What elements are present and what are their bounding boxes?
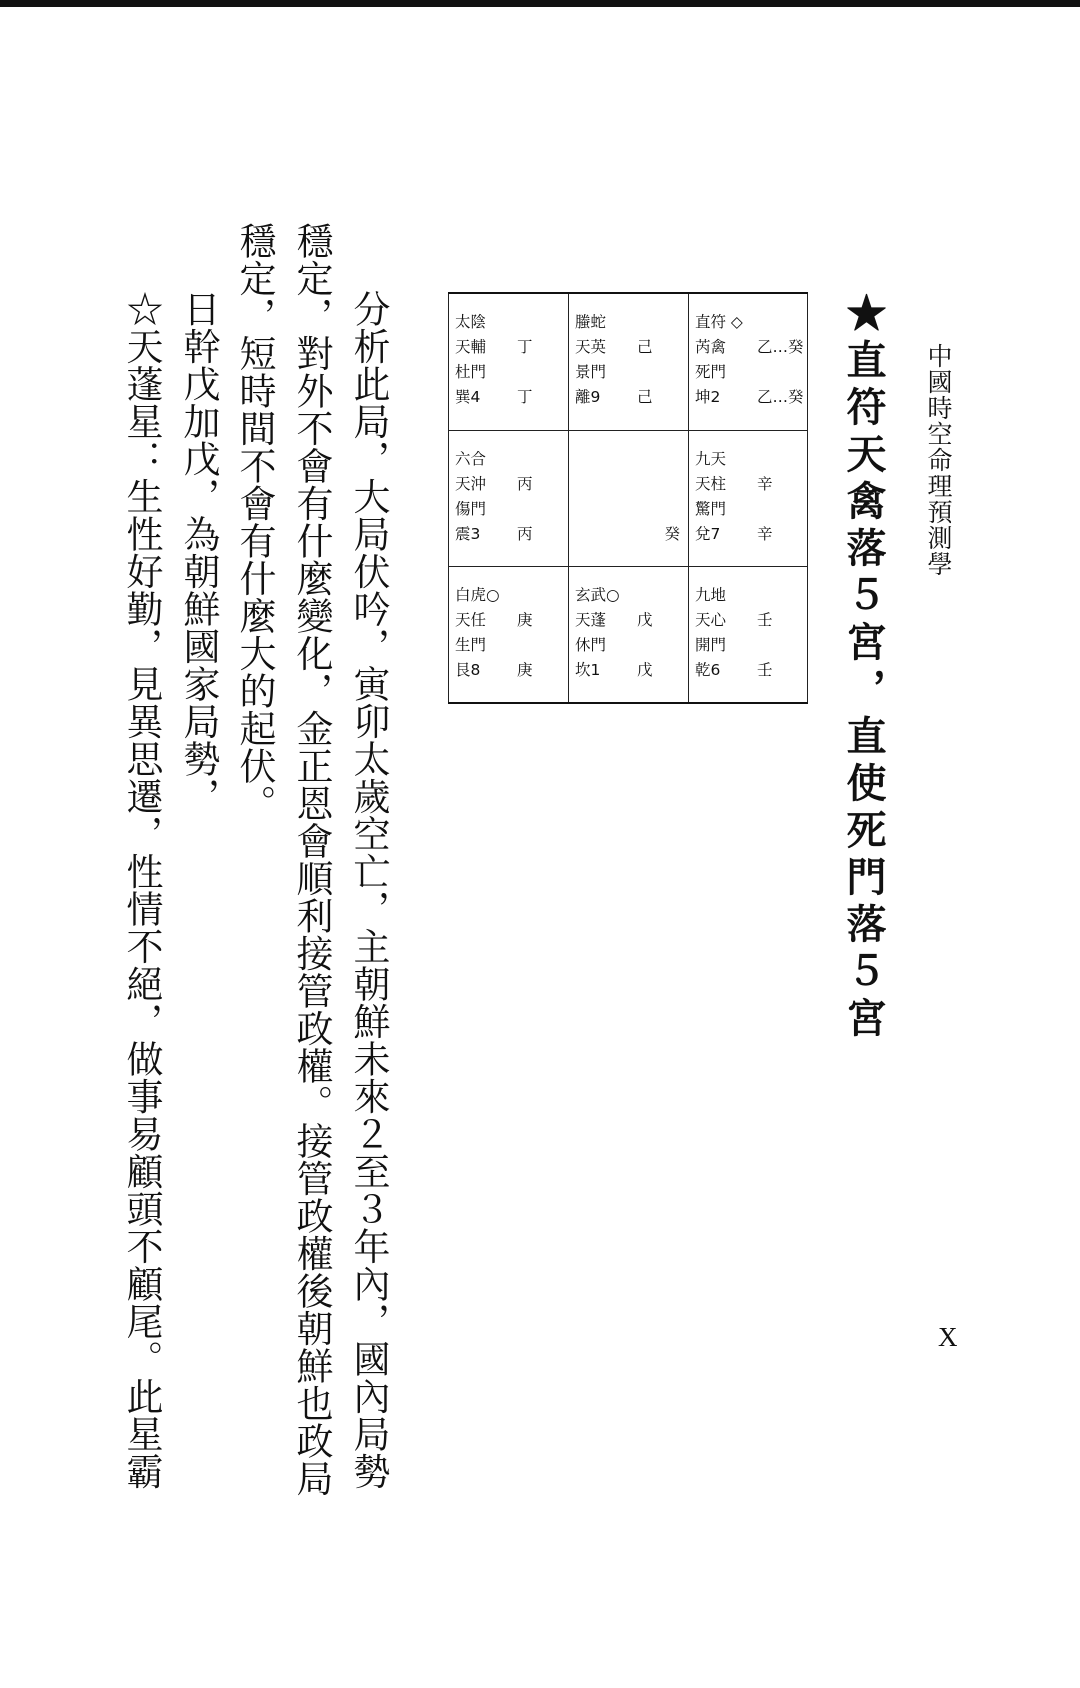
palace-stem: 己 [637, 388, 653, 406]
door-label: 休門 [575, 636, 607, 654]
chart-cell-kun [688, 294, 808, 430]
heading-separator: ， [840, 668, 887, 715]
palace-stem: 辛 [757, 525, 773, 543]
star-stem: 庚 [517, 611, 533, 629]
heading-part-2: 直使死門落５宮 [840, 715, 887, 1044]
door-label: 生門 [455, 636, 487, 654]
qimen-chart [448, 292, 808, 704]
star-stem: 辛 [757, 475, 773, 493]
section-heading [840, 292, 887, 1044]
palace-label: 坤2 [695, 388, 721, 406]
god-label: 六合 [455, 450, 487, 468]
body-column-2: 穩定，對外不會有什麼變化，金正恩會順利接管政權。接管政權後朝鮮也政局 [290, 222, 333, 1497]
star-label: 天任 [455, 611, 487, 629]
running-head: 中國時空命理預測學 [924, 343, 953, 577]
palace-label: 離9 [575, 388, 601, 406]
palace-stem: 庚 [517, 661, 533, 679]
star-stem: 丙 [517, 475, 533, 493]
palace-label: 巽4 [455, 388, 481, 406]
chart-cell-kan [568, 566, 688, 702]
door-label: 驚門 [695, 500, 727, 518]
palace-label: 兌7 [695, 525, 721, 543]
star-label: 天蓬 [575, 611, 607, 629]
palace-stem: 丁 [517, 388, 533, 406]
door-label: 開門 [695, 636, 727, 654]
god-label: 螣蛇 [575, 313, 607, 331]
star-label: 天輔 [455, 338, 487, 356]
page-marker: X [938, 1322, 958, 1352]
door-label: 死門 [695, 363, 727, 381]
palace-stem: 乙…癸 [757, 388, 804, 406]
chart-cell-xun [448, 294, 568, 430]
god-label: 九地 [695, 586, 727, 604]
body-column-3: 穩定，短時間不會有什麼大的起伏。 [233, 222, 276, 822]
star-label: 天沖 [455, 475, 487, 493]
god-label: 九天 [695, 450, 727, 468]
palace-label: 乾6 [695, 661, 721, 679]
palace-label: 坎1 [575, 661, 601, 679]
chart-cell-li [568, 294, 688, 430]
god-label: 玄武○ [575, 586, 620, 604]
body-column-5: ☆天蓬星：生性好勤，見異思遷，性情不絕，做事易顧頭不顧尾。此星霸 [120, 290, 163, 1490]
door-label: 景門 [575, 363, 607, 381]
chart-cell-gen [448, 566, 568, 702]
star-stem: 乙…癸 [757, 338, 804, 356]
god-label: 直符 ◇ [695, 313, 743, 331]
chart-cell-center [568, 430, 688, 566]
star-label: 天英 [575, 338, 607, 356]
god-label: 太陰 [455, 313, 487, 331]
god-label: 白虎○ [455, 586, 500, 604]
body-column-1: 分析此局，大局伏吟，寅卯太歲空亡，主朝鮮未來２至３年內，國內局勢 [347, 290, 390, 1490]
door-label: 傷門 [455, 500, 487, 518]
palace-label: 震3 [455, 525, 481, 543]
palace-stem: 壬 [757, 661, 773, 679]
star-label: 天心 [695, 611, 727, 629]
palace-stem: 丙 [517, 525, 533, 543]
star-label: 天柱 [695, 475, 727, 493]
center-stem: 癸 [664, 525, 680, 543]
star-stem: 壬 [757, 611, 773, 629]
chart-cell-qian [688, 566, 808, 702]
chart-cell-dui [688, 430, 808, 566]
heading-part-1: ★直符天禽落５宮 [840, 292, 887, 668]
door-label: 杜門 [455, 363, 487, 381]
star-label: 芮禽 [695, 338, 727, 356]
star-stem: 戊 [637, 611, 653, 629]
star-stem: 己 [637, 338, 653, 356]
chart-cell-zhen [448, 430, 568, 566]
body-column-4: 日幹戊加戊，為朝鮮國家局勢， [177, 290, 220, 815]
top-border [0, 0, 1080, 7]
star-stem: 丁 [517, 338, 533, 356]
palace-label: 艮8 [455, 661, 481, 679]
palace-stem: 戊 [637, 661, 653, 679]
